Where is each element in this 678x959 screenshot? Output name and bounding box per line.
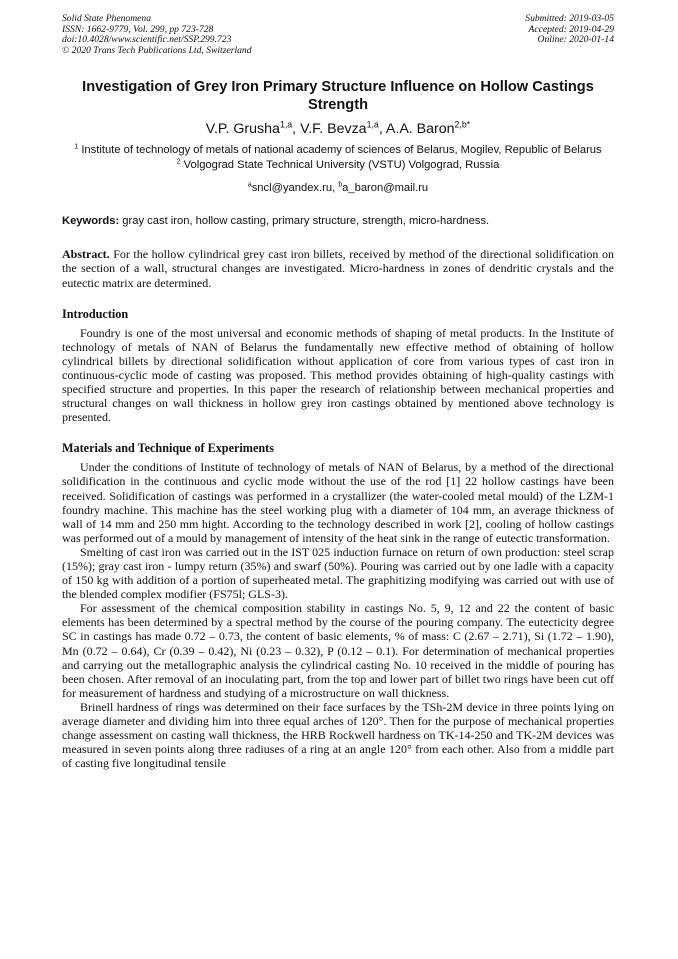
author-superscript: 1,a (366, 119, 379, 130)
author-separator: , (292, 121, 301, 138)
affiliation-2 (62, 159, 614, 173)
section-materials (62, 460, 614, 770)
journal-copyright: © 2020 Trans Tech Publications Ltd, Switzerland (62, 44, 252, 56)
accepted-date: Accepted: 2019-04-29 (528, 23, 614, 35)
author-superscript: 2,b* (454, 119, 471, 130)
section-heading-introduction: Introduction (62, 306, 129, 321)
abstract-label: Abstract. (62, 247, 110, 262)
abstract-text: For the hollow cylindrical grey cast iron billets, received by method of the directional solidification on the section of a wall, structural changes are investigated. Micro-hardness in zones of dendritic crystals and the eutectic matrix are determined. (62, 247, 614, 290)
keywords-text: gray cast iron, hollow casting, primary structure, strength, micro-hardness. (119, 215, 490, 228)
paper-title: Investigation of Grey Iron Primary Structure Influence on Hollow Castings Strength (82, 79, 594, 114)
affiliation-text: Volgograd State Technical University (VSTU) Volgograd, Russia (183, 158, 500, 171)
affiliation-superscript: 1 (74, 143, 79, 151)
paper-page (62, 14, 614, 770)
author-separator: , (378, 121, 386, 138)
email-superscript: b (338, 181, 343, 189)
paragraph: Foundry is one of the most universal and economic methods of shaping of metal products. In the Institute of technology of metals of NAN of Belarus the fundamentally new effective method of obtaining of hollow cylindrical billets by directional solidification without application of core from various types of cast iron in continuous-cyclic mode of casting was proposed. This method provides obtaining of high-quality castings with specified structure and properties. In this paper the research of relationship between mechanical properties and structural changes on wall thickness in hollow grey iron castings obtained by mentioned above technology is presented. (62, 325, 614, 425)
author-name: V.F. Bevza (300, 121, 367, 138)
journal-doi[interactable]: doi:10.4028/www.scientific.net/SSP.299.723 (62, 34, 232, 46)
keywords-label: Keywords: (62, 215, 120, 228)
affiliation-superscript: 2 (176, 158, 181, 166)
section-heading-materials: Materials and Technique of Experiments (62, 441, 274, 456)
author-emails (62, 181, 614, 195)
online-date: Online: 2020-01-14 (537, 34, 614, 46)
email-superscript: a (247, 181, 252, 189)
publication-dates (525, 14, 614, 56)
submitted-date: Submitted: 2019-03-05 (525, 13, 614, 24)
affiliation-1 (62, 144, 614, 158)
paragraph: Brinell hardness of rings was determined on their face surfaces by the TSh-2M device in three points lying on average diameter and dividing him into three equal arches of 120°. Then for the purpose of mechanical properties change assessment on casting wall thickness, the HRB Rockwell hardness on TK-14-250 and TK-2M devices was measured in seven points along three radiuses of a ring at an angle 120° from each other. Also from a middle part of casting five longitudinal tensile (62, 699, 614, 771)
author-name: A.A. Baron (385, 121, 455, 138)
author-superscript: 1,a (279, 119, 293, 130)
abstract (62, 247, 614, 289)
journal-header (62, 14, 614, 56)
affiliation-text: Institute of technology of metals of national academy of sciences of Belarus, Mogilev, Republic of Belarus (81, 144, 602, 157)
section-introduction (62, 326, 614, 425)
paragraph: Under the conditions of Institute of technology of metals of NAN of Belarus, by a method of the directional solidification in the continuous and cyclic mode without the use of the rod [1] 22 hollow castings have been received. Solidification of castings was performed in a crystallizer (the water-cooled metal mould) of the LZM-1 foundry machine. This machine has the steel working plug with a diameter of 104 mm, an average thickness of wall of 14 mm and 250 mm hight. According to the technology described in work [2], cooling of hollow castings was performed out of a mould by management of intensity of the heat sink in the range of eutectic transformation. (62, 460, 614, 545)
email-link[interactable]: sncl@yandex.ru, (251, 182, 339, 195)
paragraph: For assessment of the chemical composition stability in castings No. 5, 9, 12 and 22 the content of basic elements has been determined by a spectral method by the course of the pouring company. The eutecticity degree SC in castings has made 0.72 – 0.73, the content of basic elements, % of mass: C (2.67 – 2.71), Si (1.72 – 1.90), Mn (0.72 – 0.64), Cr (0.39 – 0.42), Ni (0.23 – 0.32), P (0.12 – 0.1). For determination of mechanical properties and carrying out the metallographic analysis the cylindrical casting No. 10 received in the middle of pouring has been chosen. After removal of an inoculating part, from the top and lower part of billet two rings have been cut off for measurement of hardness and studying of a microstructure on wall thickness. (62, 601, 614, 700)
paragraph: Smelting of cast iron was carried out in the IST 025 induction furnace on return of own production: steel scrap (15%); gray cast iron - lumpy return (35%) and swarf (50%). Pouring was carried out by one ladle with a capacity of 150 kg with addition of a portion of superheated metal. The graphitizing modifying was carried out with use of the blended complex modifier (FS75l; GLS-3). (62, 544, 614, 602)
author-name: V.P. Grusha (205, 121, 280, 138)
journal-info (62, 14, 252, 56)
keywords (62, 214, 614, 228)
journal-name: Solid State Phenomena (62, 13, 151, 24)
journal-issn: ISSN: 1662-9779, Vol. 299, pp 723-728 (62, 23, 214, 35)
email-link[interactable]: a_baron@mail.ru (342, 182, 429, 195)
author-list (62, 120, 614, 138)
